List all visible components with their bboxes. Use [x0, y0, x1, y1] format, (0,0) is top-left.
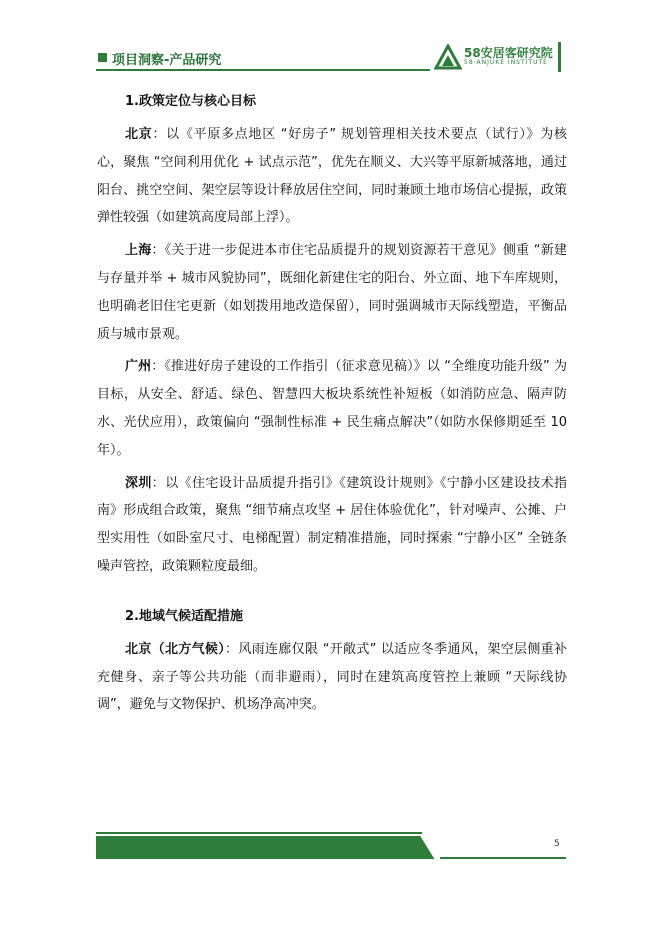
paragraph-text: ：风雨连廊仅限 “开敞式” 以适应冬季通风，架空层侧重补充健身、亲子等公共功能（而非避雨），同时在建筑高度管控上兼顾 “天际线协调”，避免与文物保护、机场净高冲突。: [97, 641, 567, 713]
paragraph-text: ：《关于进一步促进本市住宅品质提升的规划资源若干意见》侧重 “新建与存量并举 + 城市风貌协同”，既细化新建住宅的阳台、外立面、地下车库规则，也明确老旧住宅更新（如划拨用地改造保留），同时强调城市天际线塑造，平衡品质与城市景观。: [97, 243, 567, 342]
footer-thin-rule: [96, 832, 422, 834]
paragraph-shenzhen: [97, 470, 567, 581]
paragraph-lead: 北京: [125, 127, 153, 142]
section-title: 2.地域气候适配措施: [125, 608, 243, 624]
paragraph-beijing: [97, 121, 567, 232]
logo-text-cn: 58安居客研究院: [464, 46, 553, 60]
paragraph-text: ：以《住宅设计品质提升指引》《建筑设计规则》《宁静小区建设技术指南》形成组合政策，聚焦 “细节痛点攻坚 + 居住体验优化”，针对噪声、公摊、户型实用性（如卧室尺寸、电梯配置）制定精准措施，同时探索 “宁静小区” 全链条噪声管控，政策颗粒度最细。: [97, 475, 567, 574]
paragraph-beijing-climate: [97, 636, 567, 719]
page-number: 5: [554, 839, 560, 849]
paragraph-shanghai: [97, 237, 567, 348]
paragraph-lead: 广州: [125, 359, 152, 375]
brand-logo: [434, 42, 554, 72]
paragraph-lead: 上海: [125, 243, 152, 259]
logo-text-en: 58·ANJUKE INSTITUTE: [464, 59, 548, 66]
header-square-icon: [98, 53, 107, 62]
section-title: 1.政策定位与核心目标: [125, 94, 256, 109]
header-title: 项目洞察-产品研究: [112, 53, 222, 68]
footer-right-rule: [440, 857, 566, 859]
header-vertical-bar: [558, 42, 561, 72]
document-body: [97, 88, 567, 719]
header-rule: [96, 69, 430, 71]
logo-house-icon: [434, 44, 462, 70]
footer-band: [96, 836, 566, 859]
paragraph-text: ：以《平原多点地区 “好房子” 规划管理相关技术要点（试行）》为核心，聚焦 “空间利用优化 + 试点示范”，优先在顺义、大兴等平原新城落地，通过阳台、挑空空间、架空层等设计释放居住空间，同时兼顾土地市场信心提振，政策弹性较强（如建筑高度局部上浮）。: [97, 127, 567, 226]
paragraph-guangzhou: [97, 353, 567, 464]
paragraph-lead: 北京（北方气候）: [125, 641, 226, 657]
paragraph-lead: 深圳: [125, 475, 152, 491]
paragraph-text: ：《推进好房子建设的工作指引（征求意见稿）》以 “全维度功能升级” 为目标，从安全、舒适、绿色、智慧四大板块系统性补短板（如消防应急、隔声防水、光伏应用），政策偏向 “强制性标准 + 民生痛点解决”（如防水保修期延至 10 年）。: [97, 359, 567, 458]
